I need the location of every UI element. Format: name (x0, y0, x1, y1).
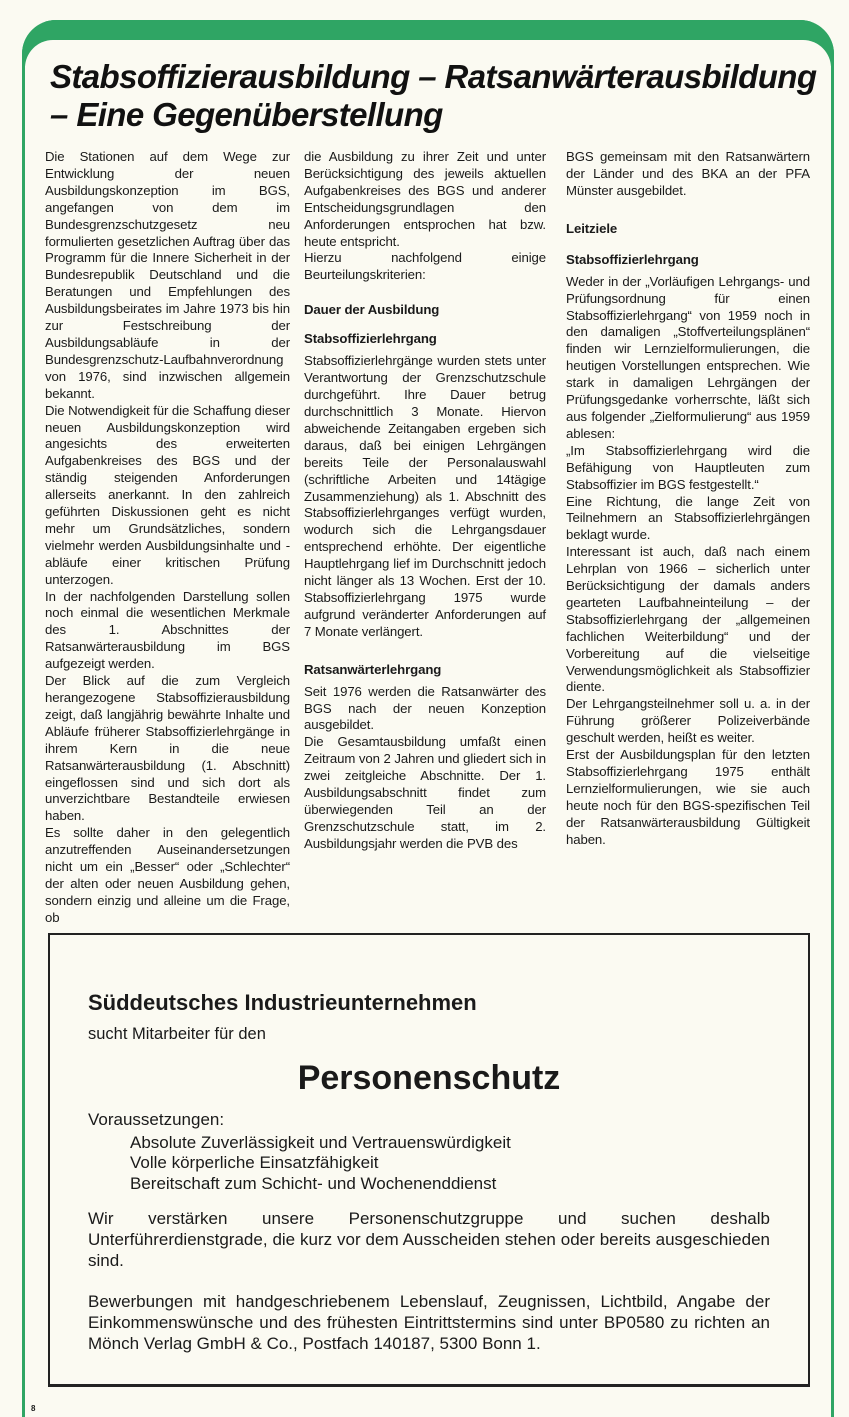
article-columns (25, 149, 831, 927)
ad-paragraph: Wir verstärken unsere Personenschutzgruppe und suchen deshalb Unterführerdienstgrade, die kurz vor dem Ausscheiden stehen oder bereits ausgeschieden sind. (88, 1209, 770, 1271)
article-column-1 (45, 149, 290, 927)
paragraph: Der Lehrgangsteilnehmer soll u. a. in der Führung größerer Polizeiverbände geschult werden, heißt es weiter. (566, 696, 810, 746)
ad-requirements-list (130, 1133, 770, 1195)
paragraph: Es sollte daher in den gelegentlich anzutreffenden Auseinandersetzungen nicht um ein „Besser“ oder „Schlechter“ der alten oder neuen Ausbildung gehen, sondern einzig und alleine um die Frage, ob (45, 825, 290, 925)
page-number: 8 (31, 1404, 36, 1414)
article-column-2 (304, 149, 546, 853)
ad-subline: sucht Mitarbeiter für den (88, 1024, 266, 1043)
quote: „Im Stabsoffizierlehrgang wird die Befähigung von Hauptleuten zum Stabsoffizier im BGS festgestellt.“ (566, 442, 810, 492)
paragraph: Weder in der „Vorläufigen Lehrgangs- und Prüfungsordnung für einen Stabsoffizierlehrgang“ von 1959 noch in den damaligen „Stoffverteilungsplänen“ finden wir Lernzielformulierungen, die heutigen Vorstellungen entsprechen. Wie stark in damaligen Lehrgängen der Prüfungsgedanke vorherrschte, läßt sich aus folgender „Zielformulierung“ aus 1959 ablesen: (566, 273, 810, 441)
paragraph: Der Blick auf die zum Vergleich herangezogene Stabsoffizierausbildung zeigt, daß langjährig bewährte Inhalte und Abläufe früherer Stabsoffizierlehrgänge in ihrem Kern in die neue Ratsanwärterausbildung (1. Abschnitt) eingeflossen sind und sich dort als unverzichtbare Bestandteile erwiesen haben. (45, 673, 290, 824)
section-heading: Dauer der Ausbildung (304, 302, 440, 318)
paragraph: Die Gesamtausbildung umfaßt einen Zeitraum von 2 Jahren und gliedert sich in zwei zeitgleiche Abschnitte. Der 1. Ausbildungsabschnitt findet zum überwiegenden Teil an der Grenzschutzschule statt, im 2. Ausbildungsjahr werden die PVB des (304, 734, 546, 851)
requirement-item: Absolute Zuverlässigkeit und Vertrauenswürdigkeit (130, 1132, 511, 1152)
paragraph: In der nachfolgenden Darstellung sollen noch einmal die wesentlichen Merkmale des 1. Abschnittes der Ratsanwärterausbildung im BGS aufgezeigt werden. (45, 588, 290, 672)
ad-company: Süddeutsches Industrieunternehmen (88, 989, 477, 1015)
paragraph: Interessant ist auch, daß nach einem Lehrplan von 1966 – sicherlich unter Berücksichtigung der damals anders gearteten Laufbahneinteilung – der Stabsoffizierlehrgang der „allgemeinen fachlichen Weiterbildung“ und der Vorbereitung auf die vielseitige Verwendungsmöglichkeit als Stabsoffizier diente. (566, 544, 810, 695)
requirement-item: Bereitschaft zum Schicht- und Wochenenddienst (130, 1173, 497, 1193)
paragraph: Erst der Ausbildungsplan für den letzten Stabsoffizierlehrgang 1975 enthält Lernzielformulierungen, wie sie auch heute noch für den BGS-spezifischen Teil der Ratsanwärterausbildung Gültigkeit haben. (566, 747, 810, 847)
paragraph: Hierzu nachfolgend einige Beurteilungskriterien: (304, 250, 546, 283)
section-heading: Leitziele (566, 220, 618, 236)
article-title: Stabsoffizierausbildung – Ratsanwärterausbildung – Eine Gegenüberstellung (50, 58, 817, 133)
paragraph: Stabsoffizierlehrgänge wurden stets unter Verantwortung der Grenzschutzschule durchgeführt. Ihre Dauer betrug durchschnittlich 3 Monate. Hiervon abweichende Zeitangaben ergeben sich daraus, daß bei einigen Lehrgängen bereits Teile der Personalauswahl (schriftliche Arbeiten und 14tägige Zusammenziehung) als 1. Abschnitt des Stabsoffizierlehrganges verfügt wurden, wodurch sich die Lehrgangsdauer entsprechend erhöhte. Der eigentliche Hauptlehrgang lief im Durchschnitt jedoch nicht länger als 13 Wochen. Erst der 10. Stabsoffizierlehrgang 1975 wurde aufgrund veränderter Anforderungen auf 7 Monate verlängert. (304, 353, 546, 639)
job-advertisement (48, 933, 810, 1388)
subsection-heading: Stabsoffizierlehrgang (566, 251, 699, 267)
subsection-heading: Ratsanwärterlehrgang (304, 661, 442, 677)
paragraph: Eine Richtung, die lange Zeit von Teilnehmern an Stabsoffizierlehrgängen beklagt wurde. (566, 493, 810, 543)
paragraph: die Ausbildung zu ihrer Zeit und unter Berücksichtigung des jeweils aktuellen Aufgabenkreises des BGS und anderer Entscheidungsgrundlagen den Anforderungen entsprochen hat bzw. heute entspricht. (304, 149, 546, 249)
paragraph: BGS gemeinsam mit den Ratsanwärtern der Länder und des BKA an der PFA Münster ausgebildet. (566, 149, 810, 198)
ad-headline: Personenschutz (297, 1058, 561, 1097)
requirement-item: Volle körperliche Einsatzfähigkeit (130, 1153, 379, 1173)
subsection-heading: Stabsoffizierlehrgang (304, 331, 437, 347)
paragraph: Seit 1976 werden die Ratsanwärter des BGS nach der neuen Konzeption ausgebildet. (304, 683, 546, 733)
green-page-frame (22, 20, 834, 1417)
ad-application-info: Bewerbungen mit handgeschriebenem Lebenslauf, Zeugnissen, Lichtbild, Angabe der Einkommenswünsche und des frühesten Eintrittstermins sind unter BP0580 zu richten an Mönch Verlag GmbH & Co., Postfach 140187, 5300 Bonn 1. (88, 1292, 770, 1354)
article-column-3 (566, 149, 810, 849)
paragraph: Die Notwendigkeit für die Schaffung dieser neuen Ausbildungskonzeption wird angesichts des erweiterten Aufgabenkreises des BGS und der ständig steigenden Anforderungen allerseits anerkannt. In den zahlreich geführten Diskussionen geht es nicht mehr um Grundsätzliches, sondern vielmehr werden Ausbildungsinhalte und -abläufe einer kritischen Prüfung unterzogen. (45, 402, 290, 587)
paragraph: Die Stationen auf dem Wege zur Entwicklung der neuen Ausbildungskonzeption im BGS, angefangen von dem im Bundesgrenzschutzgesetz neu formulierten gesetzlichen Auftrag über das Programm für die Innere Sicherheit in der Bundesrepublik Deutschland und die Beratungen und Empfehlungen des Ausbildungsbeirates im Jahre 1973 bis hin zur Festschreibung der Ausbildungsabläufe in der Bundesgrenzschutz-Laufbahnverordnung von 1976, sind inzwischen allgemein bekannt. (45, 149, 290, 401)
ad-requirements-label: Voraussetzungen: (88, 1109, 225, 1129)
